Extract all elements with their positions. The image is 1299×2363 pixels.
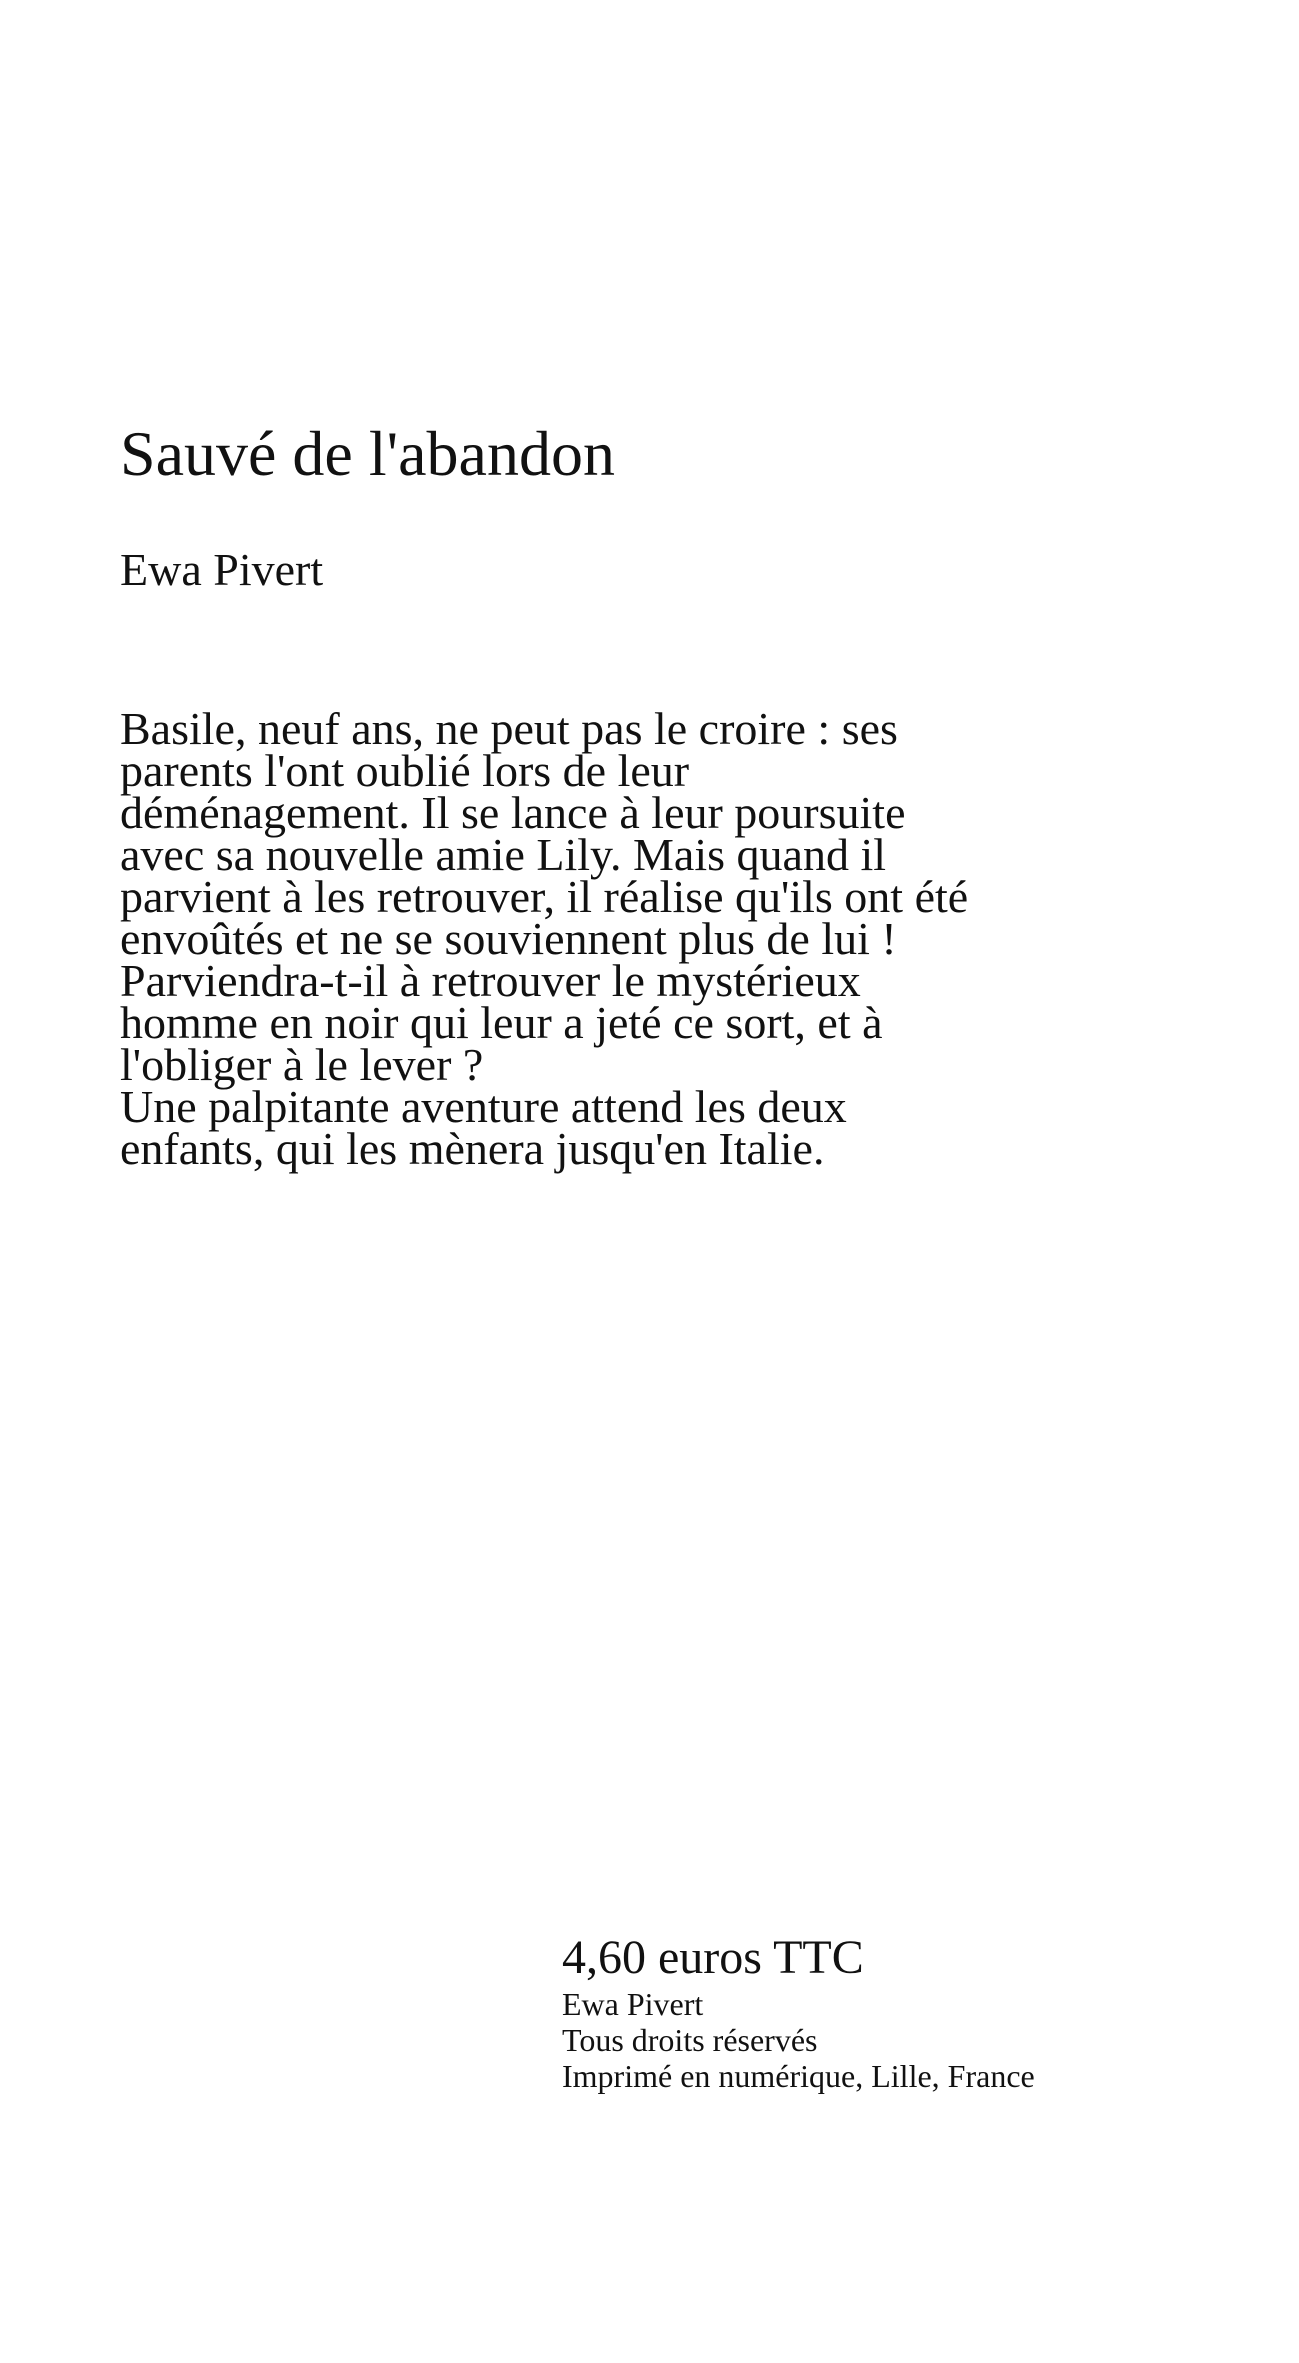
price-label: 4,60 euros TTC: [562, 1931, 864, 1984]
rights-notice: Tous droits réservés: [562, 2022, 818, 2058]
publisher-name: Ewa Pivert: [562, 1986, 704, 2022]
book-blurb: [120, 703, 970, 1174]
book-author: Ewa Pivert: [120, 544, 324, 595]
print-location: Imprimé en numérique, Lille, France: [562, 2058, 1035, 2094]
blurb-paragraph: Une palpitante aventure attend les deux enfants, qui les mènera jusqu'en Italie.: [120, 1081, 847, 1174]
imprint-block: [562, 1930, 1262, 2094]
blurb-paragraph: Basile, neuf ans, ne peut pas le croire : ses parents l'ont oublié lors de leur déménagement. Il se lance à leur poursuite avec sa nouvelle amie Lily. Mais quand il parvient à les retrouver, il réalise qu'ils ont été envoûtés et ne se souviennent plus de lui ! Parviendra-t-il à retrouver le mystérieux homme en noir qui leur a jeté ce sort, et à l'obliger à le lever ?: [120, 703, 969, 1090]
book-title: Sauvé de l'abandon: [120, 418, 615, 489]
